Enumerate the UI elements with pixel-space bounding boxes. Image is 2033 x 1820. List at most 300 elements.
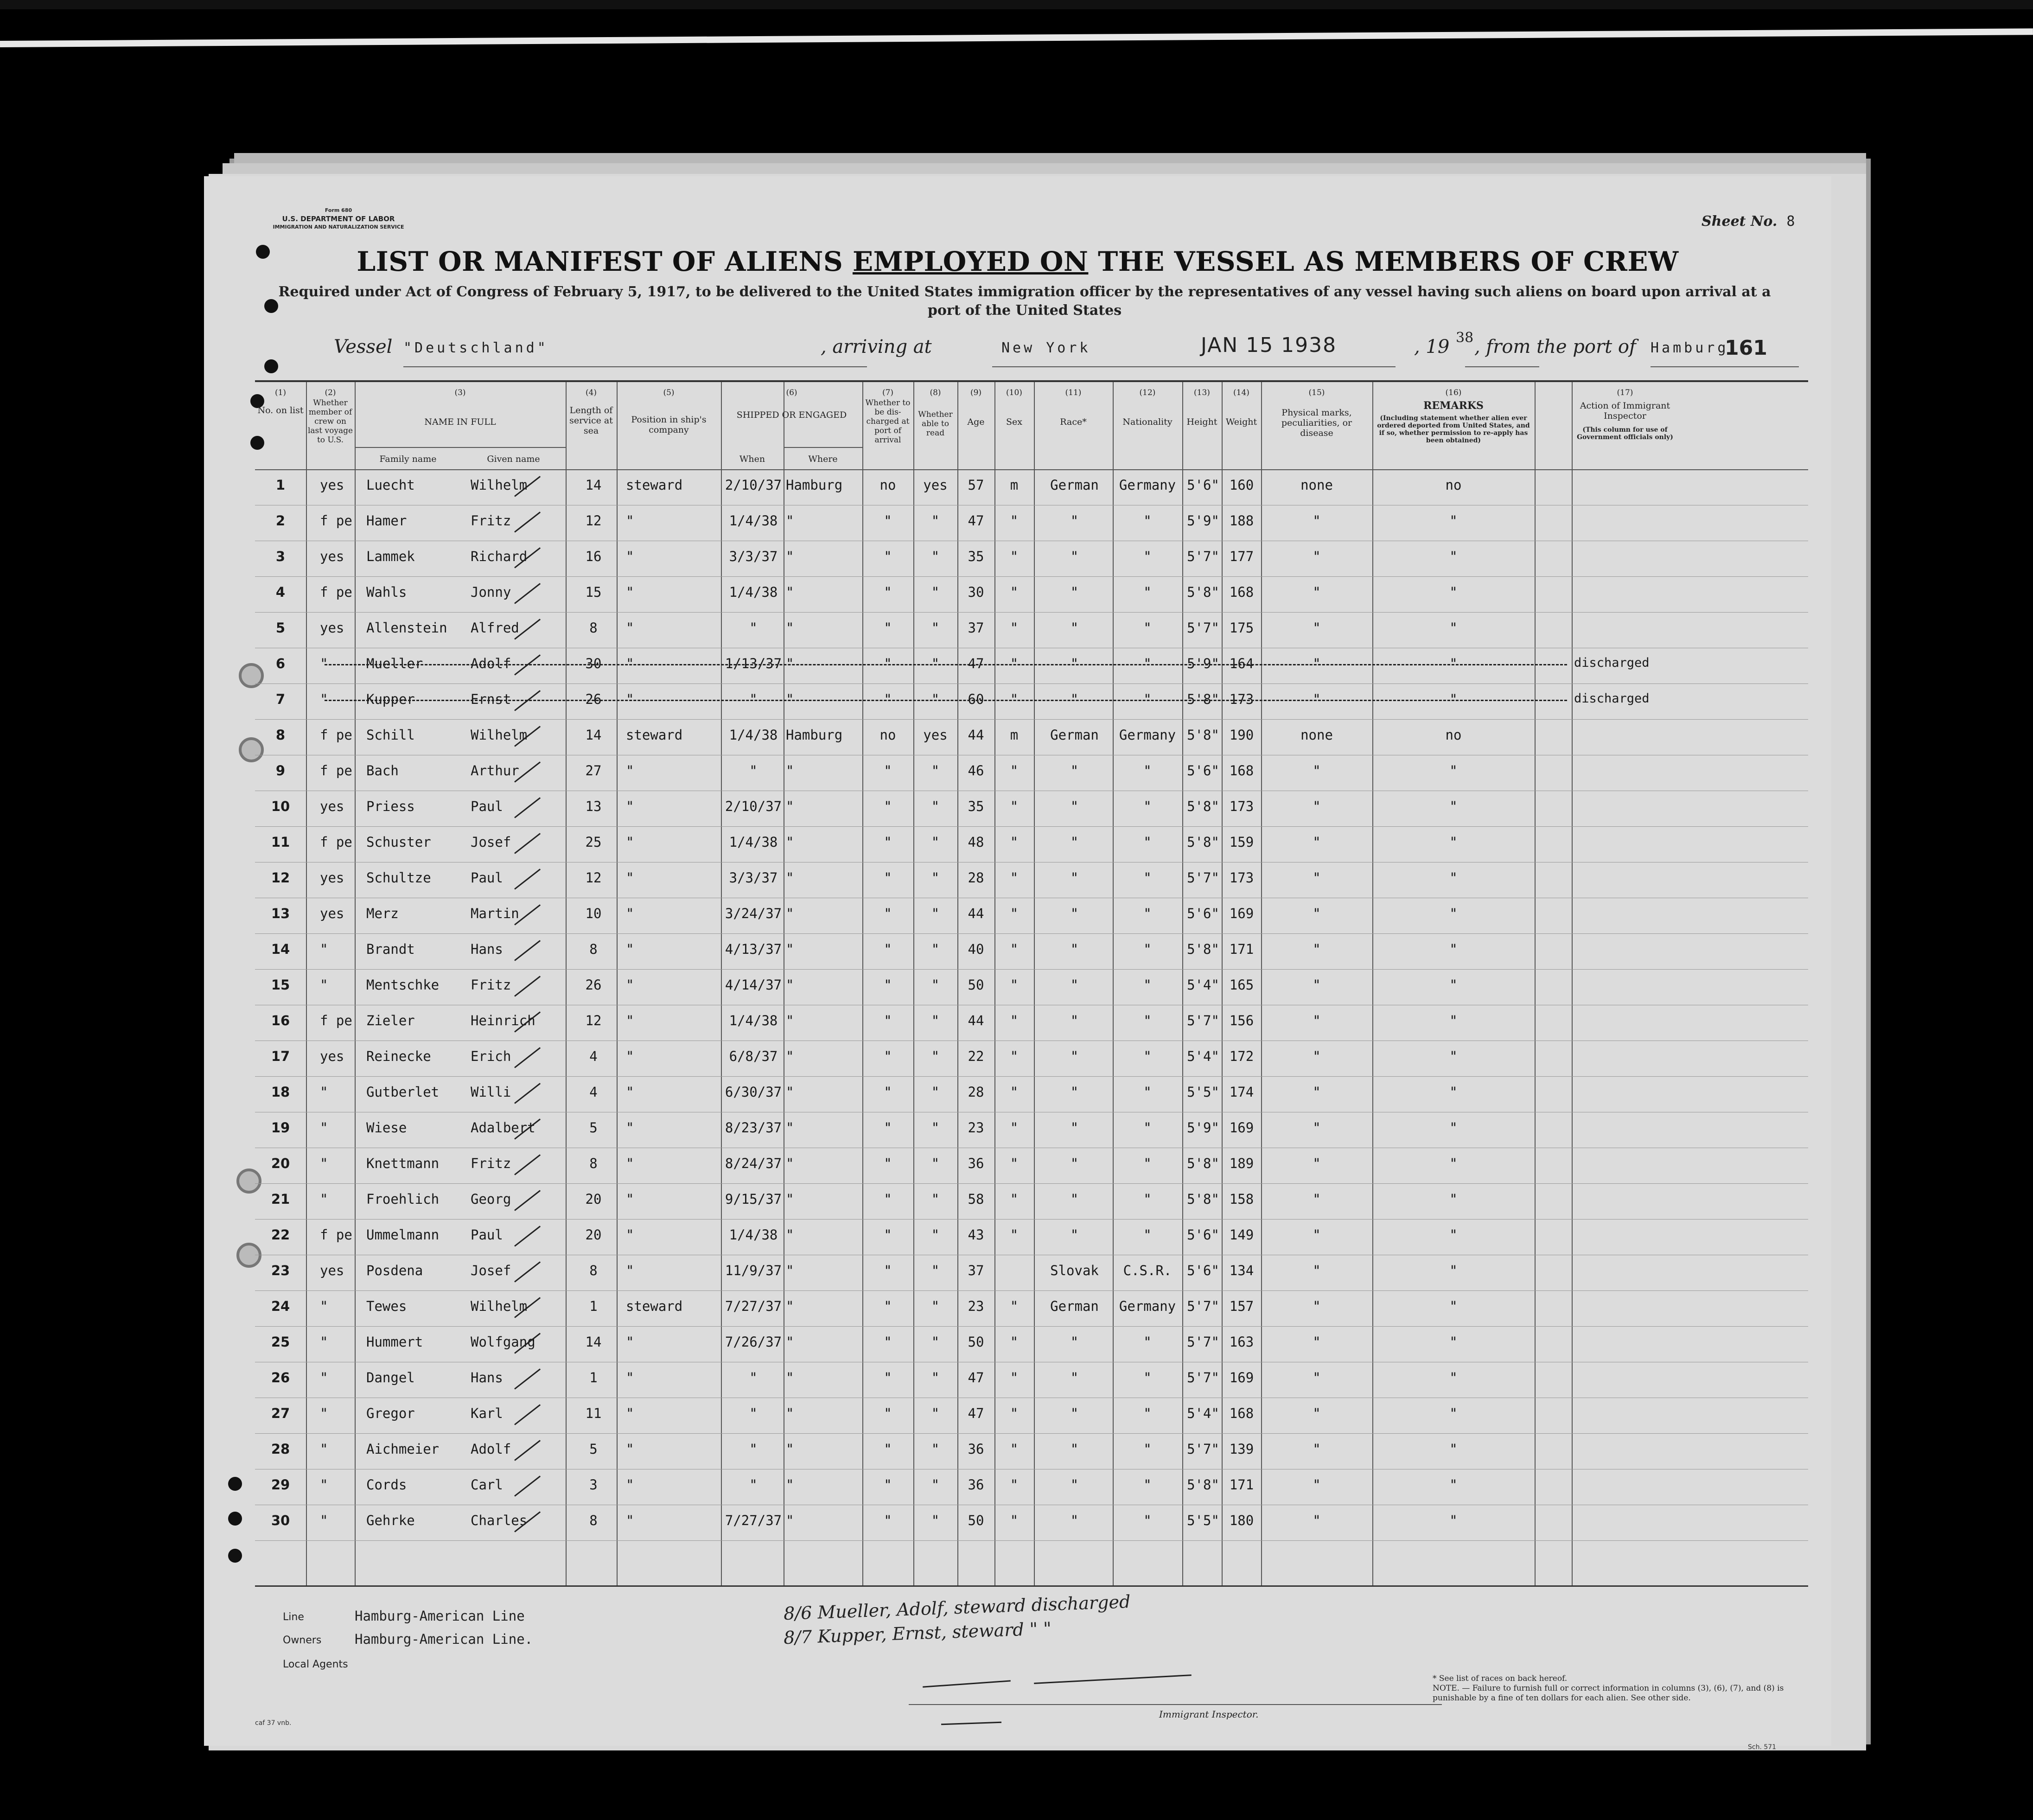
cell-length: 16 — [585, 549, 602, 564]
local-agents-label: Local Agents — [283, 1659, 348, 1670]
cell-family: Schill — [366, 727, 415, 743]
cell-weight: 159 — [1229, 834, 1254, 850]
cell-read: " — [931, 691, 940, 707]
cell-given: Fritz — [471, 513, 511, 529]
cell-nat: " — [1143, 620, 1152, 636]
cell-when: " — [749, 620, 758, 636]
col-num: (9) — [970, 388, 982, 397]
inspector-label: Immigrant Inspector. — [1159, 1709, 1259, 1720]
cell-age: 47 — [968, 656, 984, 671]
row-number: 16 — [271, 1013, 290, 1028]
row-rule — [255, 969, 1808, 970]
cell-read: " — [931, 1441, 940, 1457]
sheet-number-label: Sheet No. — [1702, 213, 1778, 230]
cell-position: " — [626, 1191, 634, 1207]
cell-physical: " — [1313, 1120, 1321, 1136]
cell-read: " — [931, 1477, 940, 1493]
cell-when: 6/8/37 — [729, 1048, 778, 1064]
cell-length: 8 — [589, 941, 598, 957]
cell-when: " — [749, 1441, 758, 1457]
cell-given: Fritz — [471, 1156, 511, 1171]
cell-position: " — [626, 941, 634, 957]
cell-sex: " — [1010, 1477, 1019, 1493]
row-number: 11 — [271, 834, 290, 850]
cell-remarks: " — [1449, 656, 1458, 671]
cell-remarks: " — [1449, 763, 1458, 779]
cell-nat: " — [1143, 1048, 1152, 1064]
row-number: 13 — [271, 906, 290, 921]
cell-age: 37 — [968, 1263, 984, 1278]
column-divider — [566, 382, 567, 1585]
cell-remarks: no — [1445, 727, 1462, 743]
cell-age: 36 — [968, 1156, 984, 1171]
printer-code: caf 37 vnb. — [255, 1719, 292, 1727]
col-num: (13) — [1194, 388, 1210, 397]
vessel-name: "Deutschland" — [403, 340, 548, 356]
cell-length: 20 — [585, 1191, 602, 1207]
cell-age: 28 — [968, 870, 984, 886]
cell-sex: " — [1010, 1013, 1019, 1028]
cell-sex: " — [1010, 1227, 1019, 1243]
cell-race: " — [1070, 1227, 1079, 1243]
cell-read: " — [931, 906, 940, 921]
column-divider — [1535, 382, 1536, 1585]
col-remarks: REMARKS — [1423, 400, 1484, 412]
cell-when: " — [749, 1477, 758, 1493]
cell-height: 5'5" — [1187, 1513, 1219, 1528]
cell-disch: " — [884, 1191, 892, 1207]
col-where: Where — [808, 454, 838, 464]
cell-disch: " — [884, 656, 892, 671]
row-number: 24 — [271, 1298, 290, 1314]
manifest-title — [204, 246, 1831, 277]
cell-disch: " — [884, 977, 892, 993]
cell-family: Luecht — [366, 477, 415, 493]
manifest-table — [255, 380, 1808, 1587]
cell-height: 5'6" — [1187, 1263, 1219, 1278]
cell-position: " — [626, 1513, 634, 1528]
cell-height: 5'6" — [1187, 477, 1219, 493]
cell-nat: " — [1143, 1227, 1152, 1243]
cell-when: " — [749, 1405, 758, 1421]
cell-position: " — [626, 1477, 634, 1493]
cell-physical: " — [1313, 1477, 1321, 1493]
cell-crew: " — [320, 977, 328, 993]
cell-remarks: " — [1449, 1120, 1458, 1136]
col-num: (7) — [882, 388, 894, 397]
cell-position: steward — [626, 727, 683, 743]
cell-height: 5'9" — [1187, 513, 1219, 529]
row-rule — [255, 1183, 1808, 1184]
cell-physical: " — [1313, 1048, 1321, 1064]
cell-where: " — [786, 763, 794, 779]
cell-where: " — [786, 1084, 794, 1100]
cell-where: " — [786, 1191, 794, 1207]
cell-given: Jonny — [471, 584, 511, 600]
cell-nat: " — [1143, 513, 1152, 529]
cell-family: Reinecke — [366, 1048, 431, 1064]
cell-race: " — [1070, 1405, 1079, 1421]
cell-physical: " — [1313, 1405, 1321, 1421]
cell-age: 36 — [968, 1441, 984, 1457]
cell-weight: 168 — [1229, 763, 1254, 779]
row-number: 25 — [271, 1334, 290, 1350]
year-label: , 19 — [1414, 336, 1450, 358]
cell-crew: yes — [320, 798, 344, 814]
cell-physical: " — [1313, 1441, 1321, 1457]
cell-crew: yes — [320, 870, 344, 886]
owners-value: Hamburg-American Line. — [355, 1631, 533, 1647]
cell-height: 5'6" — [1187, 763, 1219, 779]
cell-nat: Germany — [1119, 1298, 1176, 1314]
cell-sex: " — [1010, 513, 1019, 529]
cell-race: " — [1070, 1120, 1079, 1136]
row-rule — [255, 683, 1808, 684]
cell-family: Hummert — [366, 1334, 423, 1350]
cell-disch: " — [884, 549, 892, 564]
cell-physical: " — [1313, 834, 1321, 850]
cell-read: " — [931, 584, 940, 600]
cell-family: Mentschke — [366, 977, 440, 993]
cell-age: 50 — [968, 977, 984, 993]
cell-family: Priess — [366, 798, 415, 814]
cell-nat: " — [1143, 656, 1152, 671]
signature-scrawl — [1034, 1674, 1192, 1684]
row-rule — [255, 1433, 1808, 1434]
cell-height: 5'9" — [1187, 656, 1219, 671]
cell-physical: " — [1313, 549, 1321, 564]
cell-age: 47 — [968, 1405, 984, 1421]
footnotes — [1433, 1674, 1804, 1703]
cell-read: " — [931, 834, 940, 850]
cell-given: Carl — [471, 1477, 503, 1493]
cell-height: 5'4" — [1187, 977, 1219, 993]
scan-top-border — [0, 0, 2033, 9]
cell-nat: C.S.R. — [1123, 1263, 1172, 1278]
cell-physical: none — [1300, 727, 1333, 743]
cell-when: 2/10/37 — [725, 477, 782, 493]
signature-line — [909, 1704, 1442, 1705]
cell-weight: 175 — [1229, 620, 1254, 636]
cell-nat: " — [1143, 1013, 1152, 1028]
row-rule — [255, 1326, 1808, 1327]
cell-given: Adolf — [471, 1441, 511, 1457]
cell-physical: " — [1313, 1013, 1321, 1028]
cell-where: " — [786, 1477, 794, 1493]
cell-family: Brandt — [366, 941, 415, 957]
cell-remarks: " — [1449, 798, 1458, 814]
sheet-number — [1702, 213, 1795, 230]
cell-crew: f pe — [320, 1013, 352, 1028]
col-num: (5) — [663, 388, 675, 397]
cell-race: " — [1070, 1477, 1079, 1493]
column-divider — [862, 382, 863, 1585]
cell-read: " — [931, 870, 940, 886]
row-number: 8 — [275, 727, 286, 743]
cell-when: 1/4/38 — [729, 834, 778, 850]
header-divider — [784, 447, 862, 448]
cell-when: 3/24/37 — [725, 906, 782, 921]
cell-disch: " — [884, 834, 892, 850]
cell-disch: " — [884, 620, 892, 636]
cell-race: " — [1070, 1013, 1079, 1028]
cell-crew: " — [320, 1370, 328, 1386]
strike-through-line — [325, 664, 1567, 667]
column-divider — [913, 382, 914, 1585]
cell-disch: " — [884, 691, 892, 707]
cell-race: " — [1070, 834, 1079, 850]
cell-sex: " — [1010, 691, 1019, 707]
cell-nat: " — [1143, 763, 1152, 779]
row-number: 2 — [275, 513, 286, 529]
cell-weight: 171 — [1229, 941, 1254, 957]
cell-family: Froehlich — [366, 1191, 440, 1207]
cell-sex: m — [1010, 727, 1019, 743]
cell-given: Charles — [471, 1513, 528, 1528]
cell-sex: " — [1010, 763, 1019, 779]
row-number: 21 — [271, 1191, 290, 1207]
cell-nat: " — [1143, 1084, 1152, 1100]
form-number: Form 680 — [325, 207, 352, 213]
cell-age: 36 — [968, 1477, 984, 1493]
cell-length: 11 — [585, 1405, 602, 1421]
title-text-underlined: EMPLOYED ON — [852, 246, 1089, 277]
cell-length: 12 — [585, 1013, 602, 1028]
cell-family: Gutberlet — [366, 1084, 440, 1100]
cell-height: 5'8" — [1187, 941, 1219, 957]
cell-sex: " — [1010, 977, 1019, 993]
cell-when: 2/10/37 — [725, 798, 782, 814]
binder-hole — [264, 359, 278, 373]
cell-length: 30 — [585, 656, 602, 671]
cell-read: " — [931, 798, 940, 814]
col-num: (16) — [1445, 388, 1462, 397]
cell-weight: 172 — [1229, 1048, 1254, 1064]
cell-when: 9/15/37 — [725, 1191, 782, 1207]
cell-length: 26 — [585, 977, 602, 993]
cell-nat: " — [1143, 1120, 1152, 1136]
cell-nat: " — [1143, 941, 1152, 957]
cell-sex: " — [1010, 1441, 1019, 1457]
col-shipped: SHIPPED OR ENGAGED — [736, 410, 847, 420]
cell-when: " — [749, 763, 758, 779]
cell-crew: " — [320, 941, 328, 957]
cell-length: 4 — [589, 1048, 598, 1064]
cell-family: Mueller — [366, 656, 423, 671]
cell-physical: " — [1313, 1334, 1321, 1350]
cell-read: " — [931, 1298, 940, 1314]
form-identifier — [264, 206, 413, 231]
cell-weight: 164 — [1229, 656, 1254, 671]
signature-scrawl — [923, 1680, 1011, 1687]
cell-crew: " — [320, 691, 328, 707]
cell-weight: 156 — [1229, 1013, 1254, 1028]
departure-port: Hamburg. — [1651, 340, 1740, 356]
row-rule — [255, 933, 1808, 934]
row-rule — [255, 1540, 1808, 1541]
cell-physical: " — [1313, 763, 1321, 779]
col-discharged: Whether to be dis- charged at port of arrival — [865, 398, 911, 445]
cell-crew: yes — [320, 620, 344, 636]
cell-when: 1/4/38 — [729, 584, 778, 600]
cell-length: 27 — [585, 763, 602, 779]
cell-weight: 168 — [1229, 1405, 1254, 1421]
cell-when: " — [749, 691, 758, 707]
manifest-sheet — [204, 176, 1831, 1751]
cell-length: 20 — [585, 1227, 602, 1243]
cell-read: " — [931, 513, 940, 529]
row-number: 19 — [271, 1120, 290, 1136]
cell-where: " — [786, 513, 794, 529]
cell-crew: " — [320, 1084, 328, 1100]
cell-height: 5'7" — [1187, 620, 1219, 636]
cell-physical: none — [1300, 477, 1333, 493]
cell-position: " — [626, 1120, 634, 1136]
cell-length: 1 — [589, 1370, 598, 1386]
cell-given: Willi — [471, 1084, 511, 1100]
cell-height: 5'7" — [1187, 1370, 1219, 1386]
cell-position: " — [626, 977, 634, 993]
row-number: 6 — [275, 656, 286, 671]
cell-crew: yes — [320, 1048, 344, 1064]
cell-remarks: " — [1449, 1513, 1458, 1528]
cell-remarks: " — [1449, 513, 1458, 529]
cell-disch: " — [884, 1298, 892, 1314]
cell-height: 5'8" — [1187, 834, 1219, 850]
column-divider — [1113, 382, 1114, 1585]
cell-read: " — [931, 763, 940, 779]
voyage-line — [334, 330, 1817, 364]
col-action: Action of Immigrant Inspector — [1580, 401, 1670, 421]
cell-length: 8 — [589, 1513, 598, 1528]
cell-race: " — [1070, 620, 1079, 636]
row-number: 23 — [271, 1263, 290, 1278]
cell-remarks: " — [1449, 1370, 1458, 1386]
column-divider — [1261, 382, 1262, 1585]
cell-family: Wiese — [366, 1120, 407, 1136]
cell-where: " — [786, 620, 794, 636]
col-num: (15) — [1308, 388, 1325, 397]
cell-disch: " — [884, 1405, 892, 1421]
cell-weight: 158 — [1229, 1191, 1254, 1207]
cell-read: " — [931, 1084, 940, 1100]
scan-edge-line — [0, 28, 2033, 47]
cell-remarks: " — [1449, 1477, 1458, 1493]
cell-when: 6/30/37 — [725, 1084, 782, 1100]
cell-given: Paul — [471, 870, 503, 886]
cell-position: " — [626, 1013, 634, 1028]
cell-position: " — [626, 656, 634, 671]
cell-age: 43 — [968, 1227, 984, 1243]
cell-race: German — [1050, 1298, 1099, 1314]
cell-sex: " — [1010, 1120, 1019, 1136]
row-rule — [255, 826, 1808, 827]
cell-family: Ummelmann — [366, 1227, 440, 1243]
cell-where: " — [786, 1370, 794, 1386]
column-divider — [617, 382, 618, 1585]
cell-position: steward — [626, 477, 683, 493]
cell-physical: " — [1313, 584, 1321, 600]
cell-nat: " — [1143, 1513, 1152, 1528]
cell-weight: 177 — [1229, 549, 1254, 564]
cell-physical: " — [1313, 1370, 1321, 1386]
cell-remarks: " — [1449, 906, 1458, 921]
cell-length: 14 — [585, 1334, 602, 1350]
cell-age: 58 — [968, 1191, 984, 1207]
cell-physical: " — [1313, 977, 1321, 993]
cell-family: Schultze — [366, 870, 431, 886]
cell-read: yes — [923, 477, 948, 493]
cell-when: 7/27/37 — [725, 1513, 782, 1528]
cell-given: Ernst — [471, 691, 511, 707]
col-num: (1) — [274, 388, 287, 397]
cell-weight: 139 — [1229, 1441, 1254, 1457]
row-number: 17 — [271, 1048, 290, 1064]
cell-disch: " — [884, 1477, 892, 1493]
cell-read: " — [931, 1120, 940, 1136]
sheet-number-value: 8 — [1786, 213, 1795, 230]
row-rule — [255, 1290, 1808, 1291]
cell-race: " — [1070, 584, 1079, 600]
cell-nat: " — [1143, 834, 1152, 850]
cell-remarks: no — [1445, 477, 1462, 493]
cell-remarks: " — [1449, 870, 1458, 886]
binder-hole — [228, 1477, 242, 1491]
cell-length: 13 — [585, 798, 602, 814]
cell-weight: 169 — [1229, 1370, 1254, 1386]
cell-position: " — [626, 798, 634, 814]
cell-nat: " — [1143, 870, 1152, 886]
cell-family: Knettmann — [366, 1156, 440, 1171]
cell-family: Posdena — [366, 1263, 423, 1278]
cell-nat: " — [1143, 1334, 1152, 1350]
cell-weight: 171 — [1229, 1477, 1254, 1493]
cell-position: " — [626, 1227, 634, 1243]
cell-where: " — [786, 1013, 794, 1028]
col-num: (14) — [1233, 388, 1249, 397]
penalty-footnote: NOTE. — Failure to furnish full or correct information in columns (3), (6), (7), and (8) is punishable by a fine of ten dollars for each alien. See other side. — [1433, 1684, 1784, 1703]
cell-when: 1/13/37 — [725, 656, 782, 671]
cell-given: Fritz — [471, 977, 511, 993]
cell-physical: " — [1313, 1263, 1321, 1278]
cell-race: " — [1070, 977, 1079, 993]
cell-race: " — [1070, 1156, 1079, 1171]
cell-remarks: " — [1449, 1441, 1458, 1457]
cell-nat: " — [1143, 1405, 1152, 1421]
col-when: When — [739, 454, 765, 464]
cell-remarks: " — [1449, 1156, 1458, 1171]
cell-when: 3/3/37 — [729, 870, 778, 886]
handwritten-note: 8/7 Kupper, Ernst, steward " " — [783, 1618, 1052, 1648]
cell-position: " — [626, 1370, 634, 1386]
cell-disch: " — [884, 584, 892, 600]
cell-given: Paul — [471, 798, 503, 814]
row-rule — [255, 719, 1808, 720]
cell-position: " — [626, 584, 634, 600]
col-length-service: Length of service at sea — [569, 405, 613, 436]
cell-where: " — [786, 1513, 794, 1528]
cell-crew: " — [320, 1156, 328, 1171]
cell-when: 7/26/37 — [725, 1334, 782, 1350]
cell-disch: " — [884, 513, 892, 529]
binder-hole — [228, 1512, 242, 1526]
cell-remarks: " — [1449, 1334, 1458, 1350]
cell-length: 15 — [585, 584, 602, 600]
cell-race: " — [1070, 513, 1079, 529]
cell-length: 8 — [589, 1263, 598, 1278]
cell-when: 8/24/37 — [725, 1156, 782, 1171]
cell-disch: " — [884, 1084, 892, 1100]
